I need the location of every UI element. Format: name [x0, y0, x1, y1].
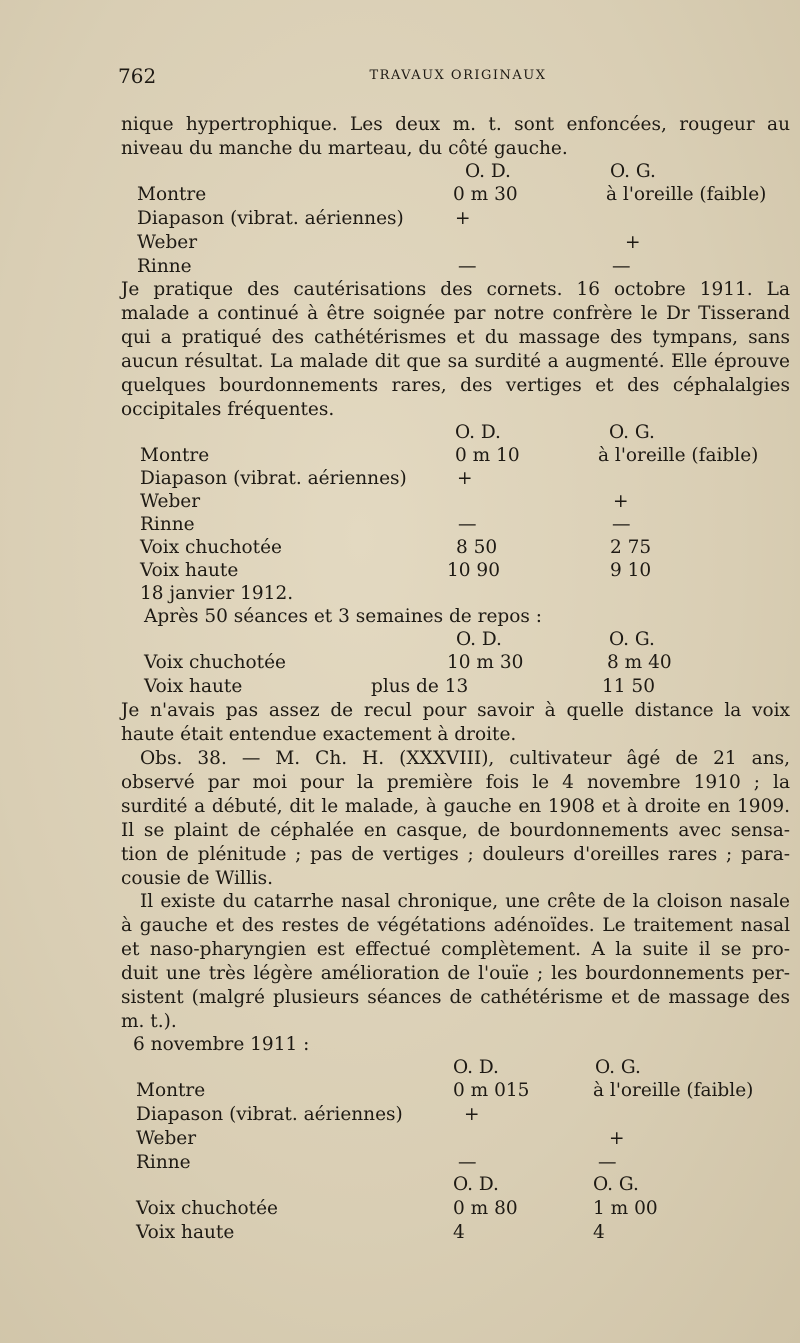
row-label: Voix chuchotée — [144, 652, 286, 673]
text-line: cousie de Willis. — [121, 868, 274, 889]
page-number: 762 — [118, 64, 157, 88]
col-header-og: O. G. — [595, 1057, 641, 1078]
cell-od: + — [464, 1104, 480, 1125]
cell-od: + — [455, 208, 471, 229]
cell-og: à l'oreille (faible) — [606, 184, 767, 205]
row-label: Montre — [140, 445, 210, 466]
cell-og: 4 — [593, 1222, 605, 1243]
text-line: sistent (malgré plusieurs séances de cathétérisme et de massage des — [121, 987, 790, 1008]
row-label: Rinne — [136, 1152, 191, 1173]
text-line: surdité a débuté, dit le malade, à gauche en 1908 et à droite en 1909. — [121, 796, 790, 817]
row-label: Weber — [140, 491, 201, 512]
col-header-od: O. D. — [455, 422, 501, 443]
text-line: malade a continué à être soignée par notre confrère le Dr Tisserand — [121, 303, 790, 324]
cell-od: 0 m 015 — [453, 1080, 530, 1101]
col-header-og: O. G. — [609, 629, 655, 650]
text-line: qui a pratiqué des cathétérismes et du massage des tympans, sans — [121, 327, 790, 348]
row-label: Voix haute — [140, 560, 239, 581]
row-label: Weber — [137, 232, 198, 253]
row-label: Montre — [136, 1080, 206, 1101]
text-line: Il se plaint de céphalée en casque, de bourdonnements avec sensa- — [121, 820, 790, 841]
cell-og: + — [625, 232, 641, 253]
date-line: 18 janvier 1912. — [140, 583, 294, 604]
cell-od: 0 m 80 — [453, 1198, 518, 1219]
cell-od: 8 50 — [456, 537, 498, 558]
text-line: occipitales fréquentes. — [121, 399, 335, 420]
cell-od: 10 m 30 — [447, 652, 524, 673]
row-label: Voix chuchotée — [140, 537, 282, 558]
text-line: observé par moi pour la première fois le 4 novembre 1910 ; la — [121, 772, 790, 793]
col-header-og: O. G. — [610, 161, 656, 182]
row-label: Voix haute — [136, 1222, 235, 1243]
cell-og: — — [612, 514, 631, 535]
row-label: Rinne — [137, 256, 192, 277]
text-line: niveau du manche du marteau, du côté gauche. — [121, 138, 568, 159]
row-label: Montre — [137, 184, 207, 205]
cell-od: — — [458, 256, 477, 277]
text-line: tion de plénitude ; pas de vertiges ; douleurs d'oreilles rares ; para- — [121, 844, 790, 865]
col-header-od: O. D. — [465, 161, 511, 182]
row-label: Diapason (vibrat. aériennes) — [136, 1104, 403, 1125]
row-label: Voix chuchotée — [136, 1198, 278, 1219]
col-header-od: O. D. — [453, 1174, 499, 1195]
text-line: quelques bourdonnements rares, des vertiges et des céphalalgies — [121, 375, 790, 396]
text-line: et naso-pharyngien est effectué complètement. A la suite il se pro- — [121, 939, 790, 960]
text-line: Obs. 38. — M. Ch. H. (XXXVIII), cultivateur âgé de 21 ans, — [140, 748, 790, 769]
text-line: Je pratique des cautérisations des cornets. 16 octobre 1911. La — [121, 279, 790, 300]
cell-og: + — [613, 491, 629, 512]
cell-od: — — [458, 514, 477, 535]
col-header-od: O. D. — [456, 629, 502, 650]
cell-og: 2 75 — [610, 537, 652, 558]
text-line: aucun résultat. La malade dit que sa surdité a augmenté. Elle éprouve — [121, 351, 790, 372]
text-line: Après 50 séances et 3 semaines de repos : — [144, 606, 542, 627]
text-line: à gauche et des restes de végétations adénoïdes. Le traitement nasal — [121, 915, 790, 936]
cell-og: à l'oreille (faible) — [598, 445, 759, 466]
row-label: Diapason (vibrat. aériennes) — [140, 468, 407, 489]
row-label: Voix haute — [144, 676, 243, 697]
cell-od: 0 m 30 — [453, 184, 518, 205]
cell-og: 8 m 40 — [607, 652, 672, 673]
cell-og: à l'oreille (faible) — [593, 1080, 754, 1101]
cell-od: plus de 13 — [371, 676, 469, 697]
col-header-od: O. D. — [453, 1057, 499, 1078]
cell-og: — — [598, 1152, 617, 1173]
date-line: 6 novembre 1911 : — [133, 1034, 310, 1055]
text-line: Il existe du catarrhe nasal chronique, une crête de la cloison nasale — [140, 891, 790, 912]
page-header — [118, 64, 778, 94]
cell-od: + — [457, 468, 473, 489]
cell-og: — — [612, 256, 631, 277]
text-line: m. t.). — [121, 1011, 177, 1032]
cell-og: 11 50 — [602, 676, 655, 697]
cell-og: 9 10 — [610, 560, 652, 581]
row-label: Weber — [136, 1128, 197, 1149]
text-line: nique hypertrophique. Les deux m. t. sont enfoncées, rougeur au — [121, 114, 790, 135]
cell-od: — — [458, 1152, 477, 1173]
cell-og: 1 m 00 — [593, 1198, 658, 1219]
text-line: Je n'avais pas assez de recul pour savoir à quelle distance la voix — [121, 700, 790, 721]
col-header-og: O. G. — [609, 422, 655, 443]
col-header-og: O. G. — [593, 1174, 639, 1195]
running-title: TRAVAUX ORIGINAUX — [369, 68, 547, 83]
cell-od: 4 — [453, 1222, 465, 1243]
cell-og: + — [609, 1128, 625, 1149]
text-line: duit une très légère amélioration de l'ouïe ; les bourdonnements per- — [121, 963, 790, 984]
row-label: Rinne — [140, 514, 195, 535]
text-line: haute était entendue exactement à droite. — [121, 724, 517, 745]
cell-od: 0 m 10 — [455, 445, 520, 466]
cell-od: 10 90 — [447, 560, 500, 581]
row-label: Diapason (vibrat. aériennes) — [137, 208, 404, 229]
